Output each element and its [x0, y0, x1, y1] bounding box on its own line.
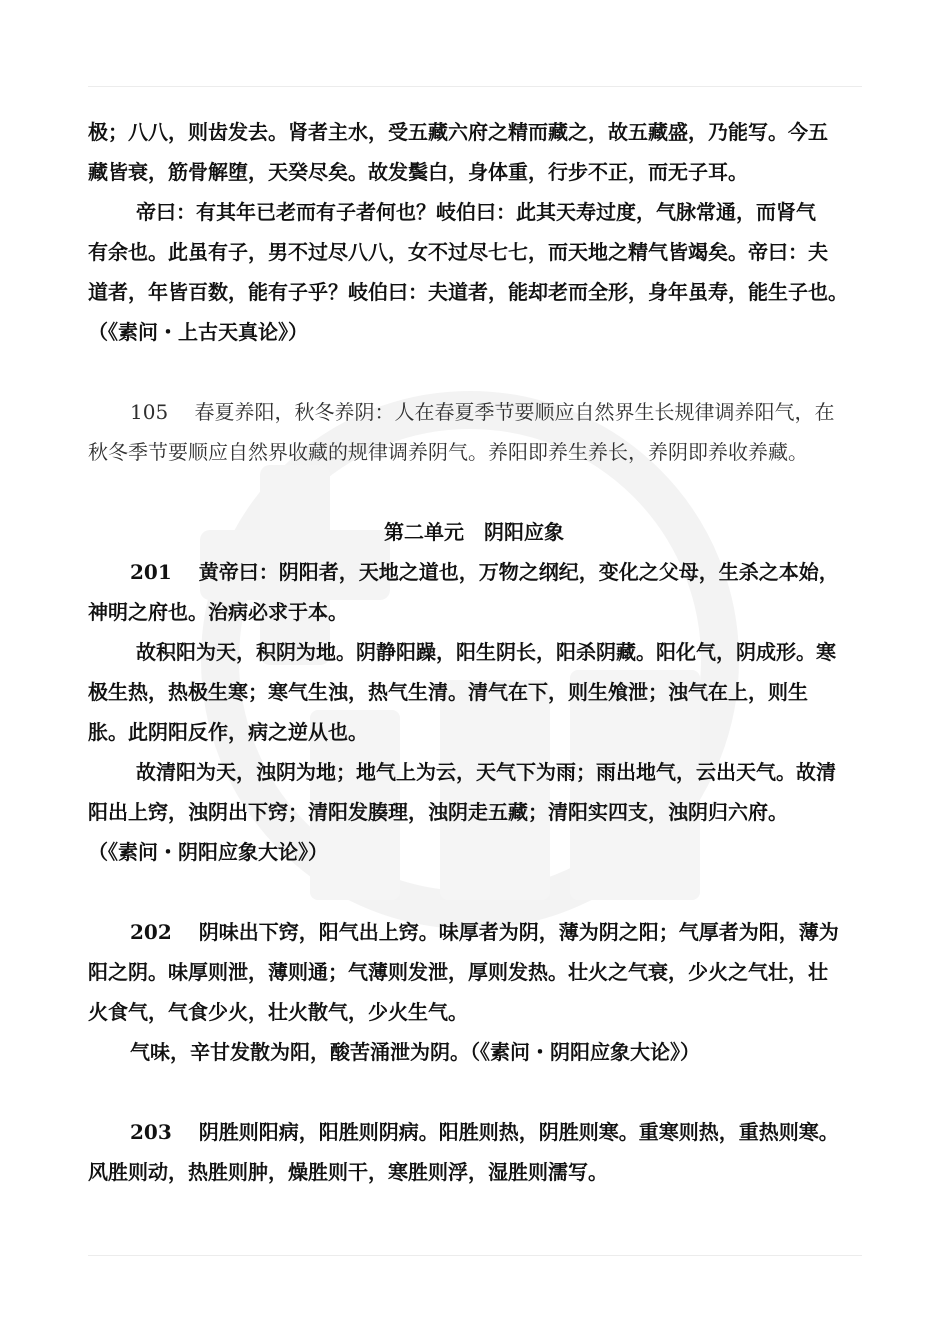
para-line: 气味，辛甘发散为阳，酸苦涌泄为阴。（《素问・阴阳应象大论》）: [130, 1040, 700, 1064]
para-line: 201 黄帝曰：阴阳者，天地之道也，万物之纲纪，变化之父母，生杀之本始，: [130, 560, 839, 584]
para-line: 道者，年皆百数，能有子乎？岐伯曰：夫道者，能却老而全形，身年虽寿，能生子也。: [88, 280, 848, 304]
spacer: [88, 872, 862, 912]
para-line: 火食气，气食少火，壮火散气，少火生气。: [88, 1000, 468, 1024]
para-line: 阳出上窍，浊阴出下窍；清阳发腠理，浊阴走五藏；清阳实四支，浊阴归六府。: [88, 800, 788, 824]
para-line: 胀。此阴阳反作，病之逆从也。: [88, 720, 368, 744]
para-line: 阳之阴。味厚则泄，薄则通；气薄则发泄，厚则发热。壮火之气衰，少火之气壮，壮: [88, 960, 828, 984]
para-line: 极；八八，则齿发去。肾者主水，受五藏六府之精而藏之，故五藏盛，乃能写。今五: [88, 120, 828, 144]
para-line: 藏皆衰，筋骨解堕，天癸尽矣。故发鬓白，身体重，行步不正，而无子耳。: [88, 160, 748, 184]
para-line: 故积阳为天，积阴为地。阴静阳躁，阳生阴长，阳杀阴藏。阳化气，阴成形。寒: [136, 640, 836, 664]
para-line: 故清阳为天，浊阴为地；地气上为云，天气下为雨；雨出地气，云出天气。故清: [136, 760, 836, 784]
para-line: 203 阴胜则阳病，阳胜则阴病。阳胜则热，阴胜则寒。重寒则热，重热则寒。: [130, 1120, 839, 1144]
unit-heading: 第二单元 阴阳应象: [384, 520, 564, 544]
source-citation: （《素问・阴阳应象大论》）: [88, 840, 328, 864]
para-line: 风胜则动，热胜则肿，燥胜则干，寒胜则浮，湿胜则濡写。: [88, 1160, 608, 1184]
top-divider: [88, 86, 862, 87]
para-line: 秋冬季节要顺应自然界收藏的规律调养阴气。养阳即养生养长，养阴即养收养藏。: [88, 440, 808, 464]
para-line: 神明之府也。治病必求于本。: [88, 600, 348, 624]
bottom-divider: [88, 1255, 862, 1256]
para-line: 极生热，热极生寒；寒气生浊，热气生清。清气在下，则生飧泄；浊气在上，则生: [88, 680, 808, 704]
source-citation: （《素问・上古天真论》）: [88, 320, 308, 344]
document-body: [88, 112, 862, 1192]
spacer: [88, 1072, 862, 1112]
spacer: [88, 472, 862, 512]
para-line: 帝曰：有其年已老而有子者何也？岐伯曰：此其天寿过度，气脉常通，而肾气: [136, 200, 816, 224]
para-line: 有余也。此虽有子，男不过尽八八，女不过尽七七，而天地之精气皆竭矣。帝曰：夫: [88, 240, 828, 264]
spacer: [88, 352, 862, 392]
para-line: 105 春夏养阳，秋冬养阴：人在春夏季节要顺应自然界生长规律调养阳气，在: [130, 400, 835, 424]
para-line: 202 阴味出下窍，阳气出上窍。味厚者为阴，薄为阴之阳；气厚者为阳，薄为: [130, 920, 839, 944]
